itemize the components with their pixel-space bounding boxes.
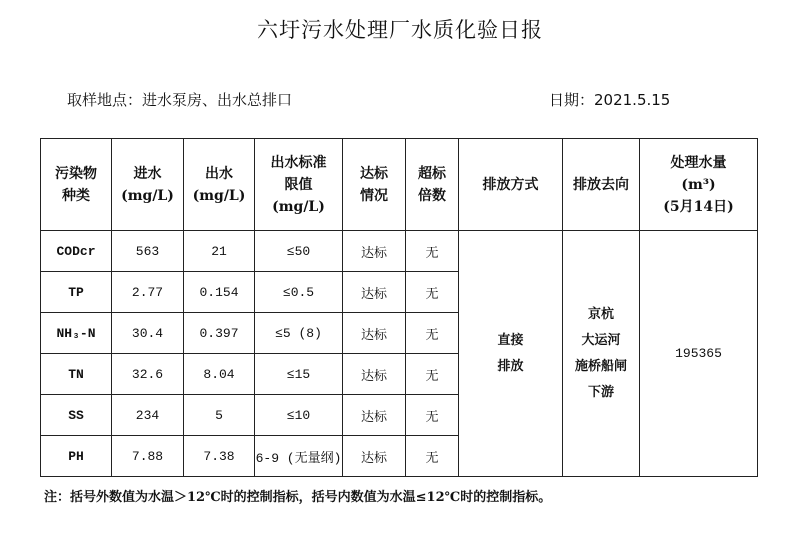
limit-value: ≤0.5 — [255, 272, 343, 313]
compliance-value: 达标 — [343, 313, 406, 354]
pollutant-name: TP — [41, 272, 112, 313]
limit-value: 6-9 (无量纲) — [255, 436, 343, 477]
report-date: 日期：2021.5.15 — [549, 91, 671, 109]
pollutant-name: NH₃-N — [41, 313, 112, 354]
influent-value: 563 — [112, 231, 184, 272]
report-title: 六圩污水处理厂水质化验日报 — [257, 18, 543, 42]
limit-value: ≤5 (8) — [255, 313, 343, 354]
header-volume: 处理水量 (m³) (5月14日) — [640, 139, 758, 231]
effluent-value: 5 — [184, 395, 255, 436]
table-header-row — [41, 139, 758, 231]
pollutant-name: SS — [41, 395, 112, 436]
header-influent: 进水 (mg/L) — [112, 139, 184, 231]
footnote: 注：括号外数值为水温＞12℃时的控制指标，括号内数值为水温≤12℃时的控制指标。 — [44, 490, 552, 505]
pollutant-name: PH — [41, 436, 112, 477]
compliance-value: 达标 — [343, 272, 406, 313]
compliance-value: 达标 — [343, 395, 406, 436]
influent-value: 234 — [112, 395, 184, 436]
exceed-value: 无 — [406, 272, 459, 313]
header-discharge-method: 排放方式 — [459, 139, 563, 231]
compliance-value: 达标 — [343, 354, 406, 395]
influent-value: 30.4 — [112, 313, 184, 354]
limit-value: ≤10 — [255, 395, 343, 436]
exceed-value: 无 — [406, 436, 459, 477]
sampling-location: 取样地点：进水泵房、出水总排口 — [67, 91, 293, 109]
pollutant-name: TN — [41, 354, 112, 395]
pollutant-name: CODcr — [41, 231, 112, 272]
limit-value: ≤50 — [255, 231, 343, 272]
effluent-value: 21 — [184, 231, 255, 272]
discharge-destination: 京杭 大运河 施桥船闸 下游 — [563, 231, 640, 477]
influent-value: 2.77 — [112, 272, 184, 313]
effluent-value: 0.397 — [184, 313, 255, 354]
effluent-value: 8.04 — [184, 354, 255, 395]
header-effluent: 出水 (mg/L) — [184, 139, 255, 231]
effluent-value: 7.38 — [184, 436, 255, 477]
water-quality-table — [40, 138, 758, 477]
exceed-value: 无 — [406, 313, 459, 354]
compliance-value: 达标 — [343, 231, 406, 272]
exceed-value: 无 — [406, 395, 459, 436]
header-compliance: 达标 情况 — [343, 139, 406, 231]
header-limit: 出水标准 限值 (mg/L) — [255, 139, 343, 231]
limit-value: ≤15 — [255, 354, 343, 395]
exceed-value: 无 — [406, 231, 459, 272]
table-row — [41, 231, 758, 272]
header-discharge-destination: 排放去向 — [563, 139, 640, 231]
influent-value: 7.88 — [112, 436, 184, 477]
treated-volume: 195365 — [640, 231, 758, 477]
compliance-value: 达标 — [343, 436, 406, 477]
discharge-method: 直接 排放 — [459, 231, 563, 477]
influent-value: 32.6 — [112, 354, 184, 395]
header-exceed: 超标 倍数 — [406, 139, 459, 231]
header-pollutant: 污染物 种类 — [41, 139, 112, 231]
exceed-value: 无 — [406, 354, 459, 395]
effluent-value: 0.154 — [184, 272, 255, 313]
